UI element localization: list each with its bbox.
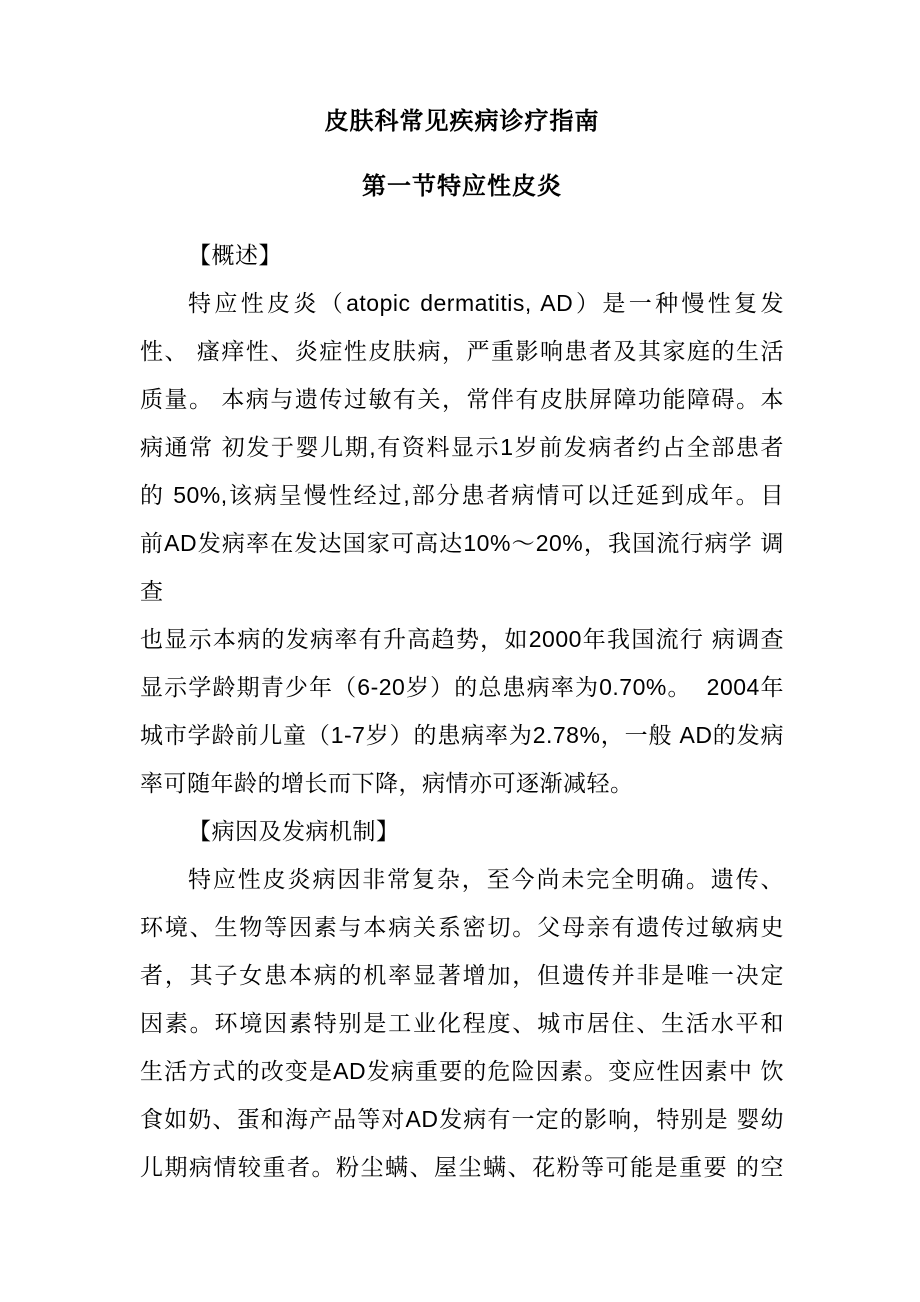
text-line: 环境、生物等因素与本病关系密切。父母亲有遗传过敏病史 — [140, 914, 784, 940]
text-line: 生活方式的改变是AD发病重要的危险因素。变应性因素中 饮 — [140, 1058, 784, 1084]
text-line: 者，其子女患本病的机率显著增加，但遗传并非是唯一决定 — [140, 962, 784, 988]
overview-paragraph — [140, 279, 784, 807]
text-line: 食如奶、蛋和海产品等对AD发病有一定的影响，特别是 婴幼 — [140, 1106, 784, 1132]
text-line: 率可随年龄的增长而下降，病情亦可逐渐减轻。 — [140, 770, 634, 796]
text-line: 特应性皮炎（atopic dermatitis, AD）是一种慢性复发 — [188, 290, 784, 316]
text-line: 城市学龄前儿童（1-7岁）的患病率为2.78%，一般 AD的发病 — [140, 722, 784, 748]
etiology-header: 【病因及发病机制】 — [188, 818, 400, 844]
text-line: 也显示本病的发病率有升高趋势，如2000年我国流行 病调查 — [140, 626, 784, 652]
etiology-paragraph — [140, 855, 784, 1191]
text-line: 质量。 本病与遗传过敏有关，常伴有皮肤屏障功能障碍。本 — [140, 386, 784, 412]
text-line: 性、 瘙痒性、炎症性皮肤病，严重影响患者及其家庭的生活 — [140, 338, 784, 364]
text-line: 前AD发病率在发达国家可高达10%～20%，我国流行病学 调查 — [140, 530, 784, 604]
section-heading: 第一节特应性皮炎 — [362, 173, 562, 200]
text-line: 因素。环境因素特别是工业化程度、城市居住、生活水平和 — [140, 1010, 784, 1036]
text-line: 特应性皮炎病因非常复杂，至今尚未完全明确。遗传、 — [188, 866, 784, 892]
text-line: 儿期病情较重者。粉尘螨、屋尘螨、花粉等可能是重要 的空 — [140, 1154, 784, 1180]
document-title: 皮肤科常见疾病诊疗指南 — [324, 108, 600, 135]
text-line: 的 50%,该病呈慢性经过,部分患者病情可以迁延到成年。目 — [140, 482, 784, 508]
text-line: 病通常 初发于婴儿期,有资料显示1岁前发病者约占全部患者 — [140, 434, 784, 460]
overview-header: 【概述】 — [188, 242, 282, 268]
text-line: 显示学龄期青少年（6-20岁）的总患病率为0.70%。 2004年 — [140, 674, 784, 700]
